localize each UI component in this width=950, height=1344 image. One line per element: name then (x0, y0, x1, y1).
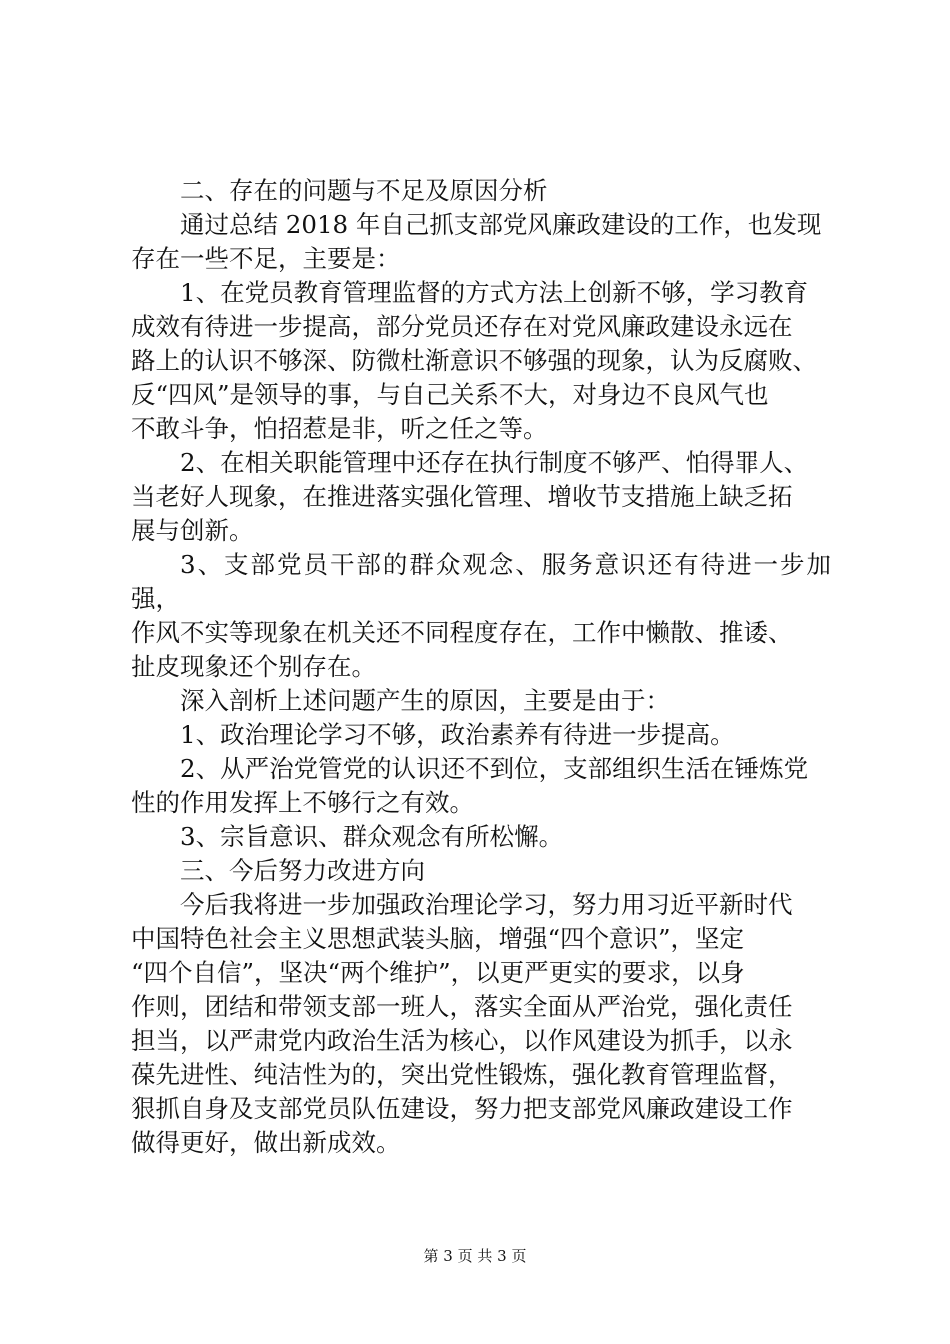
paragraph-summary-intro: 通过总结 2018 年自己抓支部党风廉政建设的工作，也发现 存在一些不足，主要是： (131, 210, 822, 273)
document-body (131, 174, 831, 1160)
paragraph-cause-2: 2、从严治党管党的认识还不到位，支部组织生活在锤炼党 性的作用发挥上不够行之有效。 (131, 754, 809, 817)
section-heading-problems: 二、存在的问题与不足及原因分析 (180, 176, 548, 205)
page-number-footer: 第 3 页 共 3 页 (423, 1247, 527, 1265)
paragraph-cause-3: 3、宗旨意识、群众观念有所松懈。 (180, 822, 564, 851)
paragraph-cause-intro: 深入剖析上述问题产生的原因，主要是由于： (180, 686, 670, 715)
paragraph-cause-1: 1、政治理论学习不够，政治素养有待进一步提高。 (180, 720, 735, 749)
paragraph-issue-2: 2、在相关职能管理中还存在执行制度不够严、怕得罪人、 当老好人现象，在推进落实强化管理、增收节支措施上缺乏拓 展与创新。 (131, 448, 809, 545)
paragraph-issue-3: 3、支部党员干部的群众观念、服务意识还有待进一步加强， 作风不实等现象在机关还不同程度存在，工作中懒散、推诿、 扯皮现象还个别存在。 (131, 550, 831, 681)
paragraph-issue-1: 1、在党员教育管理监督的方式方法上创新不够，学习教育 成效有待进一步提高，部分党员还存在对党风廉政建设永远在 路上的认识不够深、防微杜渐意识不够强的现象，认为反腐败、 反“四风”是领导的事，与自己关系不大，对身边不良风气也 不敢斗争，怕招惹是非，听之任之等。 (131, 278, 817, 443)
section-heading-improvements: 三、今后努力改进方向 (180, 856, 425, 885)
paragraph-improvement-plan: 今后我将进一步加强政治理论学习，努力用习近平新时代 中国特色社会主义思想武装头脑，增强“四个意识”，坚定 “四个自信”，坚决“两个维护”，以更严更实的要求，以身 作则，团结和带领支部一班人，落实全面从严治党，强化责任 担当，以严肃党内政治生活为核心，以作风建设为抓手，以永 葆先进性、纯洁性为的，突出党性锻炼，强化教育管理监督， 狠抓自身及支部党员队伍建设，努力把支部党风廉政建设工作 做得更好，做出新成效。 (131, 890, 793, 1157)
